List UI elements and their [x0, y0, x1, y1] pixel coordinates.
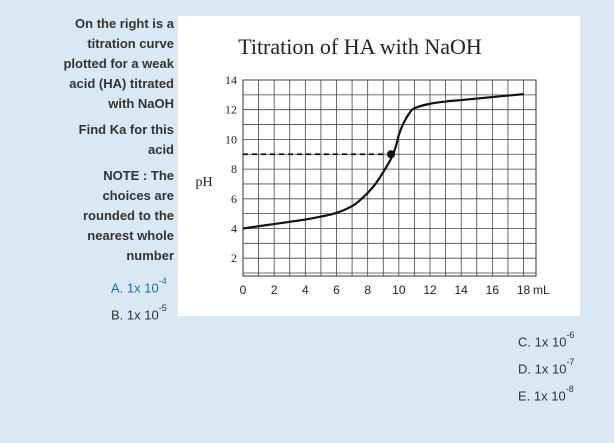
- x-axis-label: mL: [533, 283, 550, 297]
- choice-base: 1x 10: [534, 361, 567, 377]
- y-tick-label: 8: [231, 162, 237, 177]
- note-line: rounded to the: [83, 208, 174, 223]
- choice-letter: A.: [111, 280, 124, 296]
- choice-c[interactable]: [518, 330, 575, 350]
- note-line: nearest whole: [87, 228, 174, 243]
- y-tick-label: 12: [225, 102, 237, 117]
- x-tick-label: 0: [239, 283, 247, 297]
- question-line: acid (HA) titrated: [69, 76, 174, 91]
- titration-chart: [178, 16, 580, 316]
- ask-line: Find Ka for this: [78, 122, 174, 137]
- question-text: [0, 14, 174, 114]
- question-line: On the right is a: [75, 16, 174, 31]
- question-panel: [0, 14, 174, 272]
- note-line: choices are: [102, 188, 174, 203]
- y-tick-label: 2: [231, 251, 237, 266]
- choice-base: 1x 10: [126, 280, 159, 296]
- choice-base: 1x 10: [533, 388, 566, 404]
- x-tick-label: 4: [301, 283, 309, 297]
- y-axis-label: pH: [195, 175, 213, 190]
- choice-exponent: -5: [158, 303, 167, 313]
- equivalence-point-marker: [387, 150, 395, 158]
- choice-e[interactable]: [518, 384, 574, 404]
- tick-labels: [225, 73, 531, 297]
- x-tick-label: 2: [270, 283, 278, 297]
- choice-letter: C.: [518, 334, 531, 350]
- x-tick-label: 14: [454, 283, 468, 297]
- choice-exponent: -7: [566, 357, 575, 367]
- note-line: number: [126, 248, 174, 263]
- y-tick-label: 10: [225, 132, 237, 147]
- choice-d[interactable]: [518, 357, 575, 377]
- question-ask: [0, 120, 174, 160]
- y-tick-label: 6: [231, 191, 237, 206]
- x-tick-label: 8: [364, 283, 372, 297]
- ask-line: acid: [147, 142, 174, 157]
- y-tick-label: 14: [225, 73, 237, 87]
- x-tick-label: 16: [485, 283, 500, 297]
- note-line: NOTE : The: [103, 168, 174, 183]
- choice-exponent: -8: [565, 384, 574, 394]
- x-tick-label: 10: [392, 283, 406, 297]
- chart-title: Titration of HA with NaOH: [238, 34, 482, 59]
- choice-a[interactable]: [111, 276, 167, 296]
- choice-letter: B.: [111, 307, 124, 323]
- x-tick-label: 18: [516, 283, 531, 297]
- choice-letter: D.: [518, 361, 531, 377]
- chart-svg: [178, 16, 580, 316]
- question-line: with NaOH: [108, 96, 174, 111]
- grid: [243, 80, 536, 276]
- x-tick-label: 6: [333, 283, 340, 297]
- question-line: titration curve: [87, 36, 174, 51]
- question-line: plotted for a weak: [63, 56, 174, 71]
- choice-exponent: -6: [566, 330, 575, 340]
- choice-exponent: -4: [158, 276, 167, 286]
- question-note: [0, 166, 174, 266]
- choice-b[interactable]: [111, 303, 167, 323]
- choice-base: 1x 10: [534, 334, 567, 350]
- y-tick-label: 4: [231, 221, 237, 236]
- choice-base: 1x 10: [126, 307, 159, 323]
- x-tick-label: 12: [423, 283, 437, 297]
- choice-letter: E.: [518, 388, 531, 404]
